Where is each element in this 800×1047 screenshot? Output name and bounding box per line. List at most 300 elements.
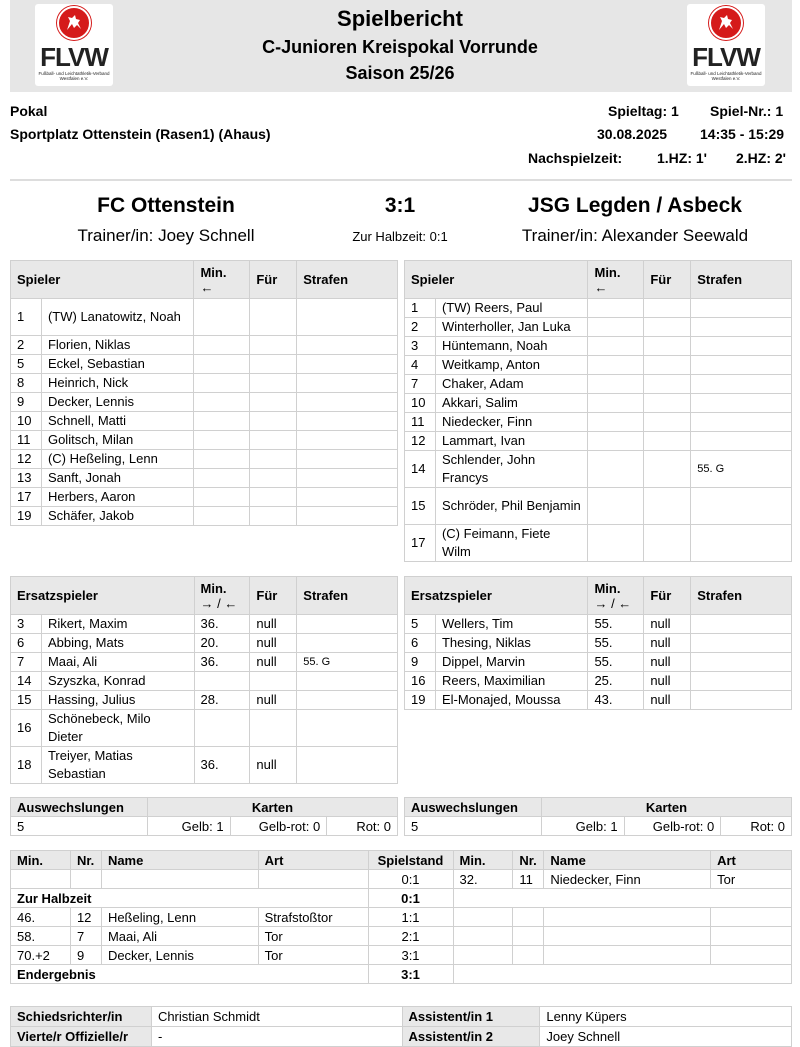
event-a-art — [711, 908, 792, 927]
player-min: 55. — [588, 634, 644, 653]
player-strafen — [691, 634, 792, 653]
player-strafen — [297, 299, 398, 336]
player-nr: 14 — [11, 672, 42, 691]
player-fuer — [644, 299, 691, 318]
player-fuer — [644, 337, 691, 356]
player-min: 25. — [588, 672, 644, 691]
final-row-score: 3:1 — [368, 965, 453, 984]
player-strafen — [297, 393, 398, 412]
player-name: Decker, Lennis — [41, 393, 194, 412]
player-row — [11, 691, 398, 710]
col-spieler: Spieler — [11, 261, 194, 299]
player-min — [194, 450, 250, 469]
player-min — [194, 488, 250, 507]
col-fuer: Für — [250, 577, 297, 615]
player-strafen — [297, 615, 398, 634]
player-name: (TW) Reers, Paul — [435, 299, 588, 318]
player-strafen: 55. G — [297, 653, 398, 672]
player-min — [194, 507, 250, 526]
auswechslungen-header: Auswechslungen — [11, 798, 148, 817]
player-row — [11, 336, 398, 355]
halftime-row-score: 0:1 — [368, 889, 453, 908]
player-name: Heinrich, Nick — [41, 374, 194, 393]
player-row — [11, 393, 398, 412]
event-h-art — [258, 870, 368, 889]
player-name: Hassing, Julius — [41, 691, 194, 710]
player-min — [588, 488, 644, 525]
player-name: Schönebeck, Milo Dieter — [41, 710, 194, 747]
player-fuer — [250, 507, 297, 526]
officials-table — [10, 1006, 792, 1047]
player-fuer — [250, 710, 297, 747]
col-fuer: Für — [250, 261, 297, 299]
assistant1-label: Assistent/in 1 — [402, 1007, 540, 1027]
assistant2-label: Assistent/in 2 — [402, 1027, 540, 1047]
player-nr: 2 — [405, 318, 436, 337]
player-min — [194, 374, 250, 393]
event-h-name: Maai, Ali — [101, 927, 258, 946]
player-nr: 8 — [11, 374, 42, 393]
referee-label: Schiedsrichter/in — [11, 1007, 152, 1027]
player-fuer: null — [250, 691, 297, 710]
spieltag: Spieltag: 1 — [608, 103, 679, 119]
player-strafen — [297, 469, 398, 488]
player-min: 55. — [588, 615, 644, 634]
player-min — [588, 375, 644, 394]
player-strafen: 55. G — [691, 451, 792, 488]
event-a-name — [544, 927, 711, 946]
final-score: 3:1 — [384, 194, 416, 217]
player-fuer — [250, 412, 297, 431]
player-name: Treiyer, Matias Sebastian — [41, 747, 194, 784]
player-strafen — [691, 432, 792, 451]
away-lineup-table — [404, 260, 792, 562]
event-a-art — [711, 946, 792, 965]
gelbrot-count: Gelb-rot: 0 — [624, 817, 721, 836]
final-row — [11, 965, 792, 984]
event-score: 0:1 — [368, 870, 453, 889]
player-min — [588, 318, 644, 337]
report-subtitle: C-Junioren Kreispokal Vorrunde — [262, 37, 538, 57]
player-nr: 12 — [405, 432, 436, 451]
player-fuer: null — [250, 747, 297, 784]
col-fuer: Für — [644, 577, 691, 615]
player-name: Dippel, Marvin — [435, 653, 587, 672]
player-strafen — [297, 412, 398, 431]
player-nr: 11 — [405, 413, 436, 432]
player-nr: 3 — [405, 337, 436, 356]
ev-col-nr: Nr. — [70, 851, 101, 870]
flvw-logo-right — [687, 4, 765, 86]
player-strafen — [691, 394, 792, 413]
player-name: Reers, Maximilian — [435, 672, 587, 691]
player-min: 36. — [194, 615, 250, 634]
player-fuer — [644, 356, 691, 375]
gelb-count: Gelb: 1 — [541, 817, 624, 836]
col-strafen: Strafen — [691, 577, 792, 615]
player-fuer — [250, 374, 297, 393]
player-nr: 16 — [405, 672, 436, 691]
logo-subtext: Fußball- und Leichtathletik-Verband Westfalen e.V. — [690, 71, 762, 81]
player-row — [11, 374, 398, 393]
event-score: 1:1 — [368, 908, 453, 927]
match-date: 30.08.2025 — [597, 126, 668, 142]
away-team-name: JSG Legden / Asbeck — [528, 194, 742, 217]
player-row — [405, 451, 792, 488]
player-nr: 12 — [11, 450, 42, 469]
player-name: El-Monajed, Moussa — [435, 691, 587, 710]
event-score: 3:1 — [368, 946, 453, 965]
player-min — [588, 432, 644, 451]
event-a-min — [453, 908, 513, 927]
event-row — [11, 870, 792, 889]
player-strafen — [297, 355, 398, 374]
player-name: Schlender, John Francys — [435, 451, 588, 488]
player-name: Herbers, Aaron — [41, 488, 194, 507]
player-nr: 16 — [11, 710, 42, 747]
player-row — [405, 394, 792, 413]
player-fuer: null — [644, 672, 691, 691]
player-row — [405, 356, 792, 375]
player-fuer: null — [250, 615, 297, 634]
player-name: Akkari, Salim — [435, 394, 588, 413]
halftime-row-blank — [453, 889, 792, 908]
player-nr: 7 — [405, 375, 436, 394]
player-strafen — [297, 431, 398, 450]
player-nr: 7 — [11, 653, 42, 672]
player-min: 28. — [194, 691, 250, 710]
col-min: Min. ← — [194, 261, 250, 299]
event-score: 2:1 — [368, 927, 453, 946]
player-row — [405, 337, 792, 356]
player-row — [11, 653, 398, 672]
ev-col-name: Name — [544, 851, 711, 870]
player-strafen — [691, 691, 792, 710]
home-summary-table — [10, 797, 398, 836]
col-ersatzspieler: Ersatzspieler — [11, 577, 195, 615]
horse-emblem-icon — [709, 6, 743, 40]
player-name: Golitsch, Milan — [41, 431, 194, 450]
player-min — [194, 431, 250, 450]
event-h-nr: 9 — [70, 946, 101, 965]
event-h-name: Heßeling, Lenn — [101, 908, 258, 927]
player-nr: 10 — [11, 412, 42, 431]
home-trainer: Trainer/in: Joey Schnell — [77, 226, 255, 245]
player-name: Florien, Niklas — [41, 336, 194, 355]
spiel-nr: Spiel-Nr.: 1 — [710, 103, 784, 119]
logo-text: FLVW — [40, 42, 108, 72]
player-row — [405, 413, 792, 432]
ev-col-spielstand: Spielstand — [368, 851, 453, 870]
event-h-min — [11, 870, 71, 889]
report-title: Spielbericht — [337, 6, 463, 31]
ev-col-nr: Nr. — [513, 851, 544, 870]
player-nr: 11 — [11, 431, 42, 450]
player-row — [11, 355, 398, 374]
player-min — [588, 356, 644, 375]
rot-count: Rot: 0 — [721, 817, 792, 836]
player-name: Chaker, Adam — [435, 375, 588, 394]
player-row — [405, 615, 792, 634]
player-fuer — [644, 451, 691, 488]
event-a-nr: 11 — [513, 870, 544, 889]
gelb-count: Gelb: 1 — [147, 817, 230, 836]
player-name: (C) Feimann, Fiete Wilm — [435, 525, 588, 562]
player-fuer — [250, 488, 297, 507]
assistant1-name: Lenny Küpers — [540, 1007, 792, 1027]
player-nr: 10 — [405, 394, 436, 413]
player-row — [405, 653, 792, 672]
player-name: Maai, Ali — [41, 653, 194, 672]
player-strafen — [297, 747, 398, 784]
home-team-name: FC Ottenstein — [97, 194, 235, 217]
player-nr: 3 — [11, 615, 42, 634]
player-row — [405, 525, 792, 562]
player-nr: 9 — [405, 653, 436, 672]
player-fuer — [644, 432, 691, 451]
player-row — [405, 432, 792, 451]
event-h-art: Tor — [258, 927, 368, 946]
away-summary-table — [404, 797, 792, 836]
player-row — [11, 412, 398, 431]
player-row — [11, 747, 398, 784]
player-fuer: null — [250, 634, 297, 653]
player-name: Schnell, Matti — [41, 412, 194, 431]
assistant2-name: Joey Schnell — [540, 1027, 792, 1047]
logo-subtext: Fußball- und Leichtathletik-Verband Westfalen e.V. — [38, 71, 110, 81]
player-name: Schäfer, Jakob — [41, 507, 194, 526]
player-strafen — [297, 691, 398, 710]
player-min: 55. — [588, 653, 644, 672]
player-name: Schröder, Phil Benjamin — [435, 488, 588, 525]
player-name: (TW) Lanatowitz, Noah — [41, 299, 194, 336]
player-min: 43. — [588, 691, 644, 710]
col-strafen: Strafen — [297, 261, 398, 299]
away-subs-table — [404, 576, 792, 710]
player-nr: 1 — [11, 299, 42, 336]
player-fuer: null — [644, 653, 691, 672]
player-fuer — [250, 450, 297, 469]
player-fuer — [250, 431, 297, 450]
player-min — [588, 525, 644, 562]
player-min — [194, 710, 250, 747]
player-name: Niedecker, Finn — [435, 413, 588, 432]
player-row — [11, 507, 398, 526]
player-min — [588, 299, 644, 318]
col-ersatzspieler: Ersatzspieler — [405, 577, 588, 615]
halftime-row — [11, 889, 792, 908]
col-min: Min. → / ← — [194, 577, 250, 615]
gelbrot-count: Gelb-rot: 0 — [230, 817, 327, 836]
logo-text: FLVW — [692, 42, 760, 72]
player-row — [11, 299, 398, 336]
player-fuer — [644, 488, 691, 525]
venue: Sportplatz Ottenstein (Rasen1) (Ahaus) — [10, 126, 271, 142]
ev-col-art: Art — [258, 851, 368, 870]
player-nr: 9 — [11, 393, 42, 412]
ev-col-art: Art — [711, 851, 792, 870]
player-min — [194, 672, 250, 691]
event-a-min — [453, 946, 513, 965]
event-a-art — [711, 927, 792, 946]
away-trainer: Trainer/in: Alexander Seewald — [521, 226, 749, 245]
player-row — [11, 710, 398, 747]
player-min — [194, 412, 250, 431]
player-name: Szyszka, Konrad — [41, 672, 194, 691]
player-strafen — [691, 356, 792, 375]
ev-col-min: Min. — [11, 851, 71, 870]
competition-type: Pokal — [10, 103, 48, 119]
player-name: Winterholler, Jan Luka — [435, 318, 588, 337]
event-a-min — [453, 927, 513, 946]
nachspielzeit-hz1: 1.HZ: 1' — [657, 150, 708, 166]
player-name: Thesing, Niklas — [435, 634, 587, 653]
player-nr: 19 — [11, 507, 42, 526]
player-row — [11, 469, 398, 488]
home-subs-table — [10, 576, 398, 784]
player-fuer: null — [644, 615, 691, 634]
player-strafen — [297, 336, 398, 355]
player-nr: 5 — [405, 615, 436, 634]
player-row — [405, 488, 792, 525]
player-nr: 4 — [405, 356, 436, 375]
player-row — [11, 672, 398, 691]
player-nr: 5 — [11, 355, 42, 374]
col-strafen: Strafen — [297, 577, 398, 615]
player-strafen — [297, 488, 398, 507]
match-time: 14:35 - 15:29 — [700, 126, 785, 142]
player-strafen — [297, 450, 398, 469]
player-fuer — [644, 318, 691, 337]
match-events-table — [10, 850, 792, 984]
referee-name: Christian Schmidt — [151, 1007, 402, 1027]
player-nr: 15 — [405, 488, 436, 525]
player-name: Abbing, Mats — [41, 634, 194, 653]
event-a-art: Tor — [711, 870, 792, 889]
halftime-score: Zur Halbzeit: 0:1 — [352, 229, 448, 244]
flvw-logo-left — [35, 4, 113, 86]
event-a-min: 32. — [453, 870, 513, 889]
player-nr: 17 — [11, 488, 42, 507]
player-min — [588, 337, 644, 356]
player-row — [405, 672, 792, 691]
event-h-nr: 12 — [70, 908, 101, 927]
player-min — [194, 336, 250, 355]
ev-col-min: Min. — [453, 851, 513, 870]
event-h-min: 58. — [11, 927, 71, 946]
player-min: 20. — [194, 634, 250, 653]
player-row — [405, 375, 792, 394]
auswechslungen-count: 5 — [11, 817, 148, 836]
player-strafen — [297, 374, 398, 393]
player-name: Sanft, Jonah — [41, 469, 194, 488]
player-row — [405, 691, 792, 710]
player-strafen — [297, 710, 398, 747]
event-h-nr: 7 — [70, 927, 101, 946]
col-fuer: Für — [644, 261, 691, 299]
player-name: (C) Heßeling, Lenn — [41, 450, 194, 469]
player-fuer: null — [644, 691, 691, 710]
player-fuer: null — [644, 634, 691, 653]
col-spieler: Spieler — [405, 261, 588, 299]
player-row — [11, 634, 398, 653]
event-h-art: Tor — [258, 946, 368, 965]
player-strafen — [691, 615, 792, 634]
player-strafen — [297, 672, 398, 691]
event-a-nr — [513, 908, 544, 927]
player-row — [11, 488, 398, 507]
event-a-nr — [513, 946, 544, 965]
player-fuer — [250, 672, 297, 691]
event-h-art: Strafstoßtor — [258, 908, 368, 927]
player-fuer — [644, 394, 691, 413]
player-row — [11, 450, 398, 469]
player-name: Weitkamp, Anton — [435, 356, 588, 375]
player-name: Rikert, Maxim — [41, 615, 194, 634]
player-name: Lammart, Ivan — [435, 432, 588, 451]
player-nr: 13 — [11, 469, 42, 488]
event-row — [11, 927, 792, 946]
player-strafen — [691, 672, 792, 691]
karten-header: Karten — [541, 798, 791, 817]
player-name: Eckel, Sebastian — [41, 355, 194, 374]
fourth-official-label: Vierte/r Offizielle/r — [11, 1027, 152, 1047]
player-fuer — [250, 336, 297, 355]
player-fuer — [250, 355, 297, 374]
player-nr: 1 — [405, 299, 436, 318]
event-h-name: Decker, Lennis — [101, 946, 258, 965]
player-fuer: null — [250, 653, 297, 672]
col-strafen: Strafen — [691, 261, 792, 299]
auswechslungen-header: Auswechslungen — [405, 798, 542, 817]
season-label: Saison 25/26 — [345, 63, 455, 83]
fourth-official-name: - — [151, 1027, 402, 1047]
player-strafen — [691, 299, 792, 318]
col-min: Min. ← — [588, 261, 644, 299]
home-lineup-table — [10, 260, 398, 526]
auswechslungen-count: 5 — [405, 817, 542, 836]
player-strafen — [691, 653, 792, 672]
player-min — [588, 394, 644, 413]
player-nr: 19 — [405, 691, 436, 710]
player-min — [194, 469, 250, 488]
player-name: Wellers, Tim — [435, 615, 587, 634]
player-name: Hüntemann, Noah — [435, 337, 588, 356]
event-h-min: 70.+2 — [11, 946, 71, 965]
player-nr: 14 — [405, 451, 436, 488]
event-a-name — [544, 908, 711, 927]
karten-header: Karten — [147, 798, 397, 817]
ev-col-name: Name — [101, 851, 258, 870]
player-strafen — [691, 337, 792, 356]
player-fuer — [644, 375, 691, 394]
event-h-nr — [70, 870, 101, 889]
player-min: 36. — [194, 747, 250, 784]
player-fuer — [250, 469, 297, 488]
player-row — [405, 318, 792, 337]
player-strafen — [691, 318, 792, 337]
event-row — [11, 946, 792, 965]
event-h-min: 46. — [11, 908, 71, 927]
divider — [10, 179, 792, 181]
rot-count: Rot: 0 — [327, 817, 398, 836]
horse-emblem-icon — [57, 6, 91, 40]
player-fuer — [644, 525, 691, 562]
nachspielzeit-label: Nachspielzeit: — [528, 150, 623, 166]
player-min — [194, 355, 250, 374]
player-strafen — [691, 413, 792, 432]
event-a-nr — [513, 927, 544, 946]
